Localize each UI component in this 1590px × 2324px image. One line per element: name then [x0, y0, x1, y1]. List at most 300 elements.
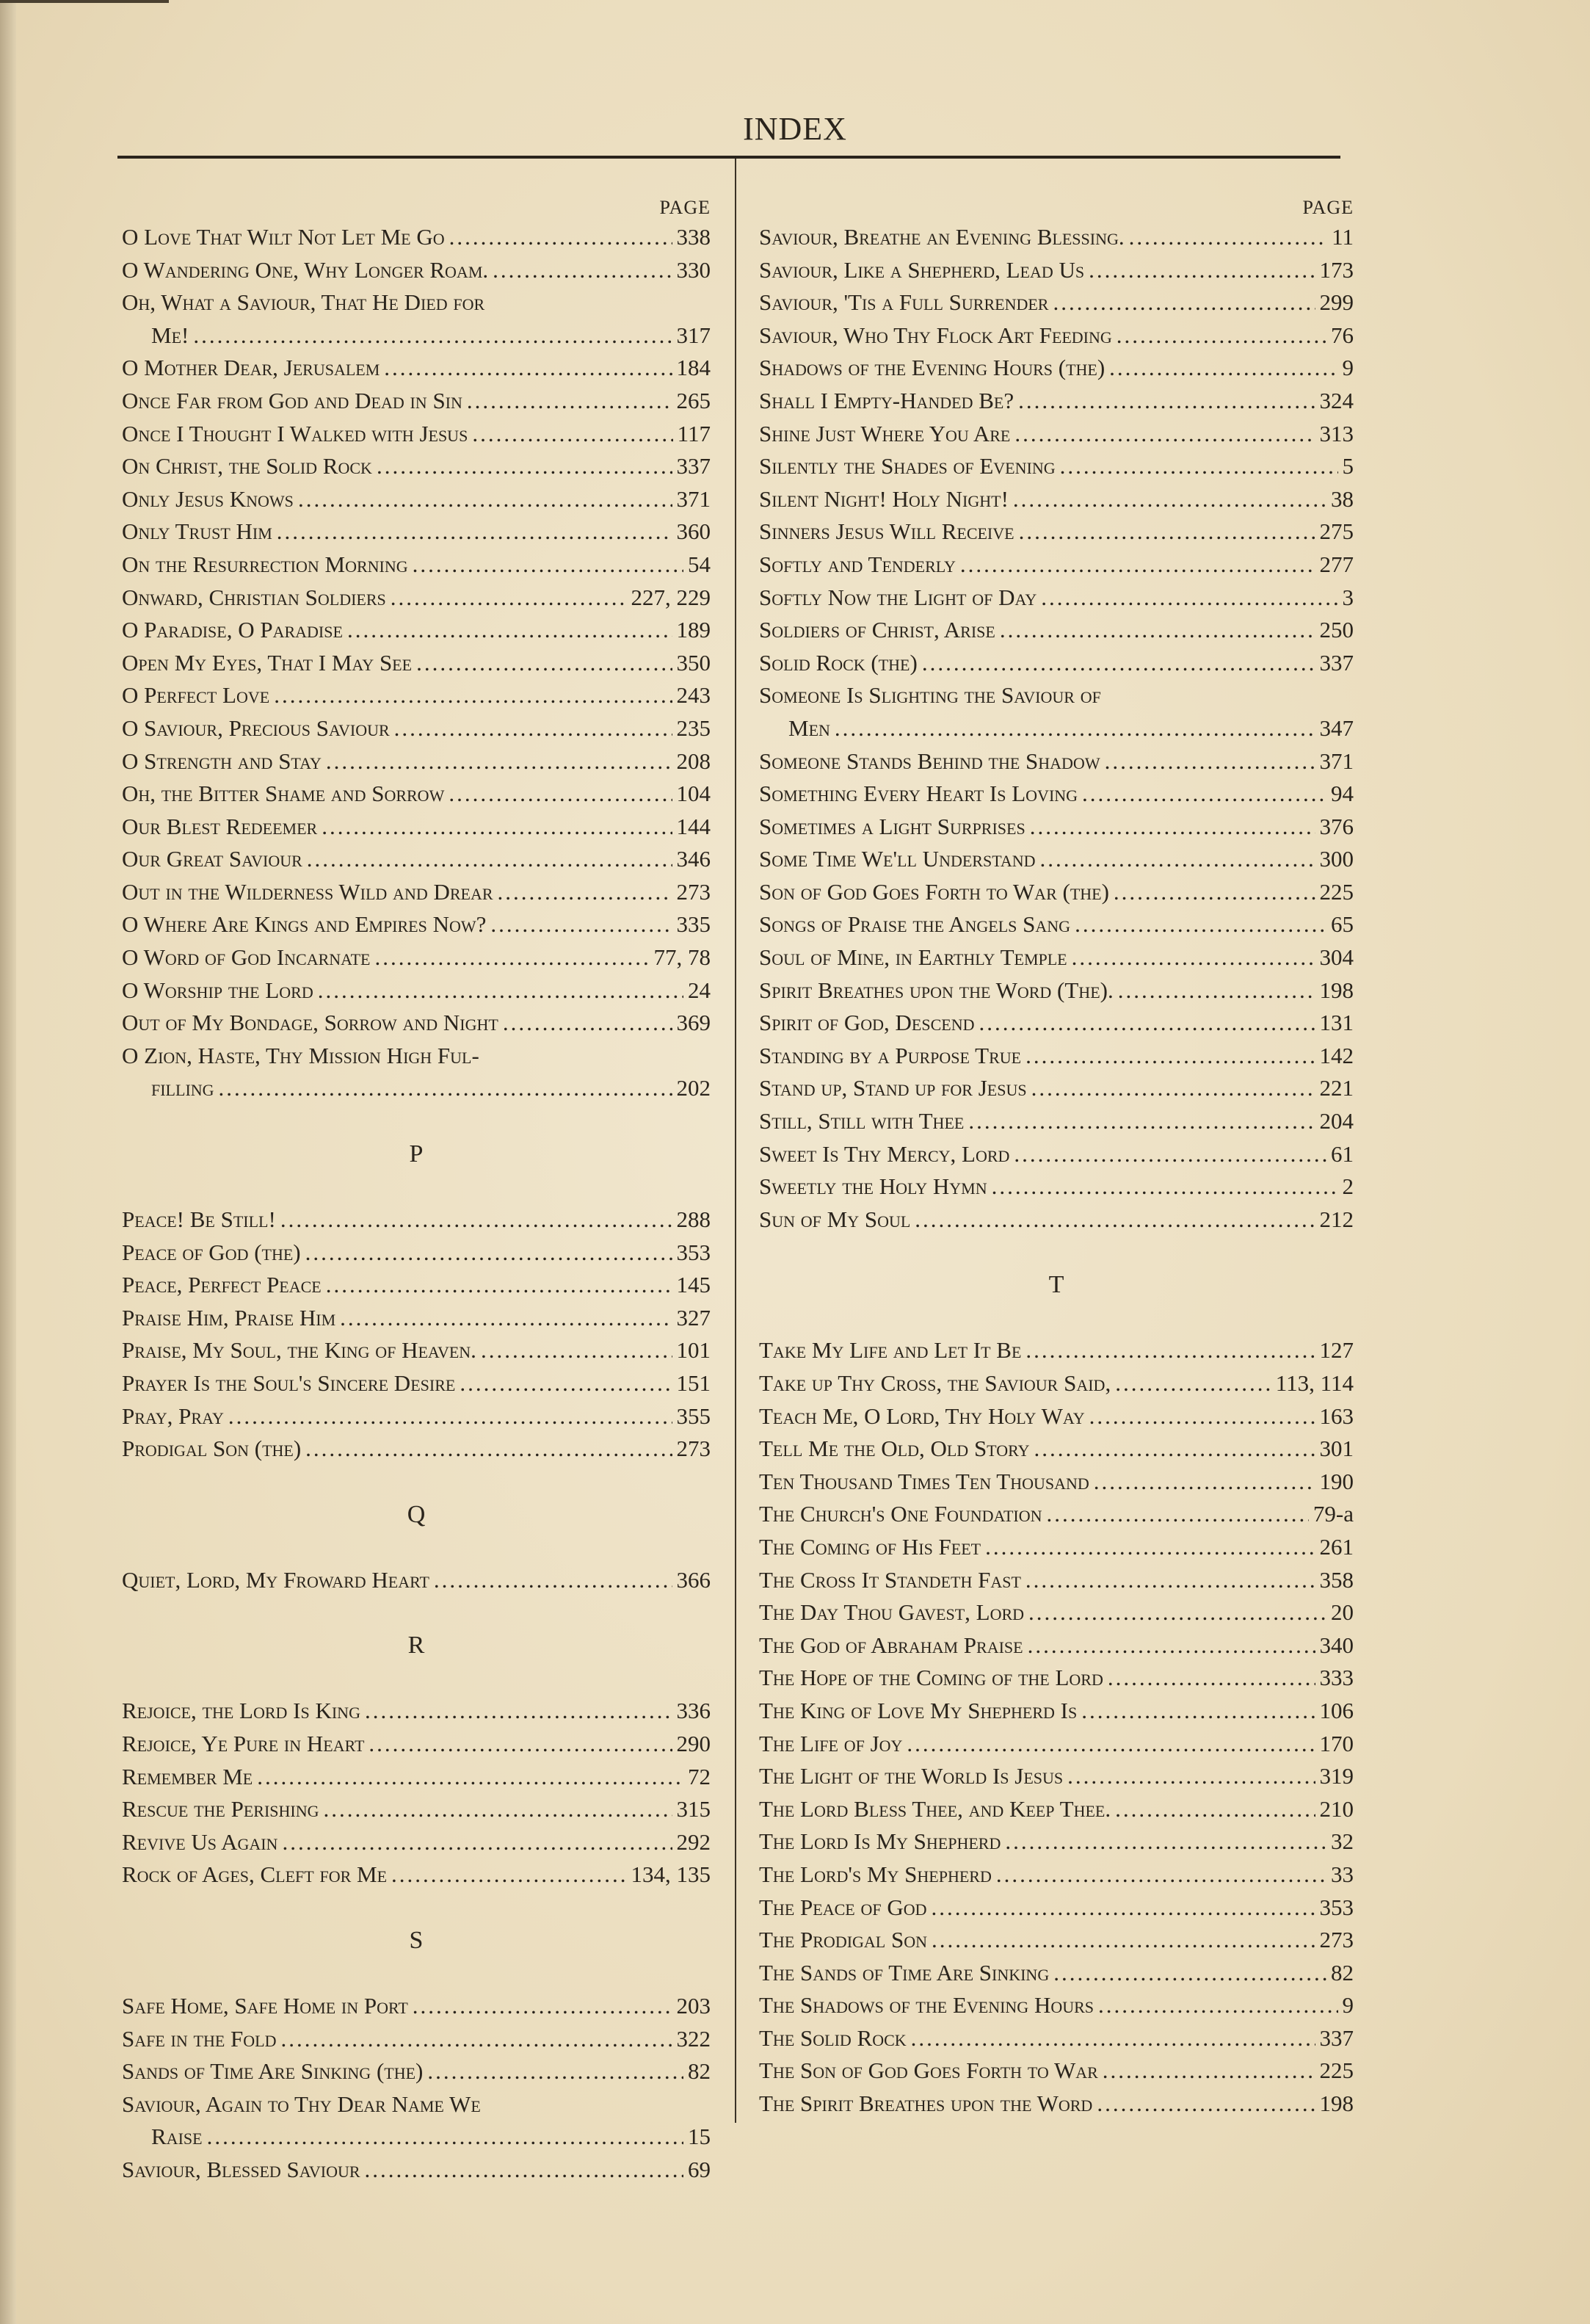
entry-page-number: 184	[676, 355, 711, 381]
entry-page-number: 369	[676, 1010, 711, 1036]
index-entry	[122, 1695, 711, 1728]
index-group-s-left	[122, 1990, 711, 2187]
index-entry	[759, 647, 1354, 680]
index-entry	[122, 876, 711, 909]
entry-page-number: 347	[1319, 714, 1354, 741]
entry-page-number: 82	[1331, 1959, 1354, 1985]
entry-page-number: 69	[688, 2156, 711, 2182]
index-entry	[122, 2154, 711, 2187]
dot-leader	[460, 1367, 672, 1400]
index-group-r	[122, 1695, 711, 1892]
entry-page-number: 82	[688, 2058, 711, 2085]
entry-page-number: 221	[1319, 1075, 1354, 1101]
right-column	[759, 195, 1354, 2121]
entry-title: Saviour, Breathe an Evening Blessing.	[759, 224, 1125, 250]
dot-leader	[1115, 1367, 1271, 1400]
index-entry	[759, 811, 1354, 844]
dot-leader	[228, 1400, 672, 1433]
dot-leader	[1028, 1629, 1315, 1662]
dot-leader	[1105, 745, 1315, 778]
entry-title: Onward, Christian Soldiers	[122, 584, 386, 610]
dot-leader	[996, 1858, 1326, 1892]
entry-page-number: 33	[1331, 1861, 1354, 1887]
index-entry	[759, 1596, 1354, 1629]
top-rule	[0, 0, 169, 3]
index-entry	[122, 1040, 711, 1073]
index-entry	[122, 1793, 711, 1826]
dot-leader	[490, 908, 672, 941]
index-entry	[759, 908, 1354, 941]
entry-title: Solid Rock (the)	[759, 649, 918, 676]
entry-page-number: 358	[1319, 1566, 1354, 1593]
index-entry	[759, 614, 1354, 647]
entry-title: Saviour, Again to Thy Dear Name We	[122, 2090, 481, 2117]
index-entry	[759, 582, 1354, 615]
dot-leader	[932, 1924, 1315, 1957]
dot-leader	[427, 2055, 683, 2088]
entry-title: Oh, What a Saviour, That He Died for	[122, 289, 485, 316]
entry-page-number: 198	[1319, 2090, 1354, 2117]
dot-leader	[835, 712, 1315, 745]
entry-title: The Son of God Goes Forth to War	[759, 2057, 1098, 2084]
entry-page-number: 319	[1319, 1763, 1354, 1789]
entry-page-number: 227, 229	[631, 584, 711, 610]
entry-page-number: 292	[676, 1828, 711, 1855]
entry-title: Prodigal Son (the)	[122, 1436, 302, 1462]
dot-leader	[1041, 582, 1337, 615]
entry-title: Pray, Pray	[122, 1402, 224, 1429]
entry-page-number: 79-a	[1313, 1501, 1354, 1527]
index-entry	[122, 1826, 711, 1859]
index-entry	[759, 1989, 1354, 2022]
index-entry	[122, 1237, 711, 1270]
index-entry	[122, 1728, 711, 1761]
entry-page-number: 9	[1342, 1992, 1354, 2019]
entry-page-number: 304	[1319, 944, 1354, 971]
index-entry	[759, 319, 1354, 352]
index-entry	[122, 1269, 711, 1302]
dot-leader	[1014, 1138, 1326, 1171]
entry-title: Only Trust Him	[122, 518, 272, 545]
entry-title: Shadows of the Evening Hours (the)	[759, 355, 1106, 381]
entry-page-number: 317	[676, 322, 711, 348]
index-entry	[759, 1105, 1354, 1138]
dot-leader	[219, 1072, 672, 1105]
entry-title: Spirit Breathes upon the Word (The).	[759, 977, 1114, 1003]
index-group-o	[122, 221, 711, 1105]
index-entry	[759, 1728, 1354, 1761]
dot-leader	[326, 1269, 672, 1302]
index-entry	[759, 1957, 1354, 1990]
entry-title: Saviour, Who Thy Flock Art Feeding	[759, 322, 1112, 348]
index-entry	[122, 2088, 711, 2121]
entry-page-number: 104	[676, 781, 711, 807]
dot-leader	[1117, 319, 1326, 352]
entry-page-number: 225	[1319, 2057, 1354, 2084]
entry-page-number: 299	[1319, 289, 1354, 316]
index-entry	[759, 1695, 1354, 1728]
entry-page-number: 337	[676, 453, 711, 479]
entry-page-number: 61	[1331, 1140, 1354, 1167]
dot-leader	[1115, 1793, 1315, 1826]
index-entry	[122, 221, 711, 254]
entry-page-number: 151	[676, 1370, 711, 1396]
entry-page-number: 32	[1331, 1828, 1354, 1855]
entry-page-number: 337	[1319, 649, 1354, 676]
entry-page-number: 336	[676, 1698, 711, 1724]
index-entry	[759, 2088, 1354, 2121]
index-entry	[759, 1825, 1354, 1858]
index-entry	[759, 1334, 1354, 1367]
dot-leader	[481, 1334, 672, 1367]
entry-page-number: 9	[1342, 355, 1354, 381]
entry-title: Sometimes a Light Surprises	[759, 813, 1025, 839]
entry-title: Take up Thy Cross, the Saviour Said,	[759, 1370, 1111, 1396]
entry-title: Only Jesus Knows	[122, 485, 294, 512]
entry-title: Peace, Perfect Peace	[122, 1272, 322, 1298]
entry-title: Sweetly the Holy Hymn	[759, 1173, 987, 1200]
entry-page-number: 338	[676, 224, 711, 250]
entry-title: Saviour, 'Tis a Full Surrender	[759, 289, 1049, 316]
dot-leader	[1094, 1466, 1315, 1499]
entry-page-number: 353	[676, 1239, 711, 1265]
entry-page-number: 366	[676, 1566, 711, 1593]
entry-title: Safe Home, Safe Home in Port	[122, 1992, 408, 2019]
entry-title: Peace of God (the)	[122, 1239, 301, 1265]
index-entry	[759, 745, 1354, 778]
entry-title: Praise Him, Praise Him	[122, 1304, 336, 1331]
dot-leader	[1060, 450, 1338, 483]
dot-leader	[298, 483, 672, 516]
dot-leader	[384, 352, 672, 385]
entry-page-number: 360	[676, 518, 711, 545]
entry-page-number: 145	[676, 1272, 711, 1298]
entry-title: On Christ, the Solid Rock	[122, 453, 372, 479]
dot-leader	[449, 778, 672, 811]
entry-title: The Solid Rock	[759, 2024, 907, 2051]
dot-leader	[1013, 483, 1326, 516]
dot-leader	[498, 876, 672, 909]
entry-title: The Day Thou Gavest, Lord	[759, 1599, 1025, 1626]
entry-page-number: 144	[676, 813, 711, 839]
index-entry	[122, 352, 711, 385]
entry-page-number: 327	[676, 1304, 711, 1331]
dot-leader	[1082, 778, 1326, 811]
index-entry	[122, 2023, 711, 2056]
dot-leader	[1018, 385, 1315, 418]
entry-title: Oh, the Bitter Shame and Sorrow	[122, 781, 445, 807]
entry-page-number: 65	[1331, 911, 1354, 938]
index-entry	[759, 1138, 1354, 1171]
entry-page-number: 313	[1319, 420, 1354, 446]
index-entry	[759, 712, 1354, 745]
index-entry	[759, 515, 1354, 549]
entry-title: The Prodigal Son	[759, 1927, 928, 1953]
dot-leader	[377, 450, 672, 483]
entry-title: O Perfect Love	[122, 682, 270, 709]
section-letter-s: S	[409, 1926, 424, 1954]
index-entry	[122, 811, 711, 844]
entry-title: Softly and Tenderly	[759, 551, 956, 577]
entry-page-number: 330	[676, 256, 711, 283]
dot-leader	[207, 2121, 683, 2154]
entry-page-number: 243	[676, 682, 711, 709]
entry-title: Rejoice, the Lord Is King	[122, 1698, 360, 1724]
entry-title: The Sands of Time Are Sinking	[759, 1959, 1050, 1985]
index-group-q	[122, 1564, 711, 1597]
entry-title: Praise, My Soul, the King of Heaven.	[122, 1337, 476, 1364]
index-entry	[122, 2121, 711, 2154]
entry-title: Shall I Empty-Handed Be?	[759, 387, 1014, 413]
entry-title: Prayer Is the Soul's Sincere Desire	[122, 1370, 456, 1396]
index-entry	[122, 1990, 711, 2023]
entry-title: The King of Love My Shepherd Is	[759, 1697, 1078, 1723]
dot-leader	[322, 811, 672, 844]
dot-leader	[326, 745, 672, 778]
dot-leader	[282, 1826, 672, 1859]
dot-leader	[449, 221, 672, 254]
index-entry	[759, 1170, 1354, 1203]
dot-leader	[1114, 876, 1315, 909]
index-entry	[759, 483, 1354, 516]
book-spine-edge	[0, 0, 16, 2324]
index-entry	[122, 974, 711, 1007]
index-entry	[759, 1203, 1354, 1237]
index-group-s-right	[759, 221, 1354, 1236]
entry-title: O Saviour, Precious Saviour	[122, 714, 390, 741]
dot-leader	[369, 1728, 672, 1761]
dot-leader	[960, 549, 1315, 582]
entry-page-number: 290	[676, 1730, 711, 1756]
page-title: INDEX	[743, 111, 847, 147]
header-rule	[117, 156, 1340, 159]
index-entry	[759, 941, 1354, 974]
dot-leader	[1075, 908, 1326, 941]
entry-title: Revive Us Again	[122, 1828, 278, 1855]
dot-leader	[318, 974, 683, 1007]
entry-title: O Zion, Haste, Thy Mission High Ful-	[122, 1042, 479, 1068]
entry-title: Sun of My Soul	[759, 1206, 911, 1232]
entry-page-number: 301	[1319, 1436, 1354, 1462]
entry-page-number: 273	[1319, 1927, 1354, 1953]
entry-page-number: 11	[1332, 224, 1354, 250]
index-entry	[122, 679, 711, 712]
index-entry	[122, 1072, 711, 1105]
entry-page-number: 3	[1342, 584, 1354, 610]
entry-page-number: 350	[676, 649, 711, 676]
index-entry	[759, 1892, 1354, 1925]
entry-title: O Word of God Incarnate	[122, 944, 371, 971]
index-entry	[759, 876, 1354, 909]
index-entry	[122, 1400, 711, 1433]
entry-title: Soul of Mine, in Earthly Temple	[759, 944, 1067, 971]
entry-title: Softly Now the Light of Day	[759, 584, 1037, 610]
entry-title: On the Resurrection Morning	[122, 551, 408, 577]
dot-leader	[1053, 1957, 1326, 1990]
dot-leader	[277, 515, 672, 549]
dot-leader	[1103, 2055, 1315, 2088]
dot-leader	[922, 647, 1315, 680]
index-entry	[759, 1629, 1354, 1662]
index-entry	[122, 1007, 711, 1040]
index-entry	[759, 1531, 1354, 1564]
index-entry	[122, 1203, 711, 1237]
index-entry	[122, 843, 711, 876]
entry-title: The Peace of God	[759, 1894, 927, 1920]
entry-title: Quiet, Lord, My Froward Heart	[122, 1566, 429, 1593]
entry-title: Soldiers of Christ, Arise	[759, 617, 995, 643]
entry-page-number: 210	[1319, 1795, 1354, 1822]
index-entry	[122, 385, 711, 418]
entry-page-number: 376	[1319, 813, 1354, 839]
entry-title: O Paradise, O Paradise	[122, 617, 343, 643]
entry-page-number: 225	[1319, 878, 1354, 905]
entry-page-number: 134, 135	[631, 1861, 711, 1888]
entry-title: Remember Me	[122, 1763, 253, 1789]
dot-leader	[1000, 614, 1315, 647]
index-entry	[759, 2055, 1354, 2088]
entry-page-number: 300	[1319, 846, 1354, 872]
entry-page-number: 235	[676, 714, 711, 741]
dot-leader	[1097, 2088, 1315, 2121]
dot-leader	[391, 1858, 626, 1892]
entry-page-number: 131	[1319, 1010, 1354, 1036]
entry-page-number: 212	[1319, 1206, 1354, 1232]
dot-leader	[374, 941, 649, 974]
entry-page-number: 265	[676, 387, 711, 413]
index-entry	[122, 745, 711, 778]
index-entry	[122, 2055, 711, 2088]
dot-leader	[931, 1892, 1315, 1925]
index-entry	[759, 1007, 1354, 1040]
entry-title: The Lord Is My Shepherd	[759, 1828, 1001, 1855]
entry-title: Tell Me the Old, Old Story	[759, 1436, 1030, 1462]
index-entry	[122, 483, 711, 516]
dot-leader	[911, 2022, 1315, 2055]
dot-leader	[985, 1531, 1315, 1564]
entry-page-number: 54	[688, 551, 711, 577]
dot-leader	[391, 582, 627, 615]
index-entry	[759, 385, 1354, 418]
entry-title: Stand up, Stand up for Jesus	[759, 1075, 1027, 1101]
entry-page-number: 142	[1319, 1042, 1354, 1068]
entry-title: The Spirit Breathes upon the Word	[759, 2090, 1093, 2117]
index-entry	[122, 418, 711, 451]
entry-title: O Strength and Stay	[122, 747, 322, 774]
entry-title: Sands of Time Are Sinking (the)	[122, 2058, 424, 2085]
entry-page-number: 117	[677, 420, 711, 446]
dot-leader	[1098, 1989, 1337, 2022]
entry-page-number: 202	[676, 1075, 711, 1101]
index-entry	[759, 352, 1354, 385]
entry-title: Teach Me, O Lord, Thy Holy Way	[759, 1402, 1085, 1429]
entry-page-number: 273	[676, 878, 711, 905]
entry-page-number: 277	[1319, 551, 1354, 577]
entry-title: O Where Are Kings and Empires Now?	[122, 911, 487, 938]
dot-leader	[907, 1728, 1315, 1761]
dot-leader	[413, 1990, 672, 2023]
entry-title: Men	[788, 714, 830, 741]
entry-title: The Life of Joy	[759, 1730, 903, 1756]
index-entry	[759, 1072, 1354, 1105]
dot-leader	[915, 1203, 1315, 1237]
entry-page-number: 72	[688, 1763, 711, 1789]
index-entry	[759, 418, 1354, 451]
entry-title: Rejoice, Ye Pure in Heart	[122, 1730, 365, 1756]
entry-title: Ten Thousand Times Ten Thousand	[759, 1468, 1089, 1494]
dot-leader	[1053, 286, 1315, 319]
entry-page-number: 261	[1319, 1533, 1354, 1560]
section-letter-t: T	[1048, 1271, 1064, 1299]
entry-title: The Coming of His Feet	[759, 1533, 981, 1560]
entry-page-number: 127	[1319, 1337, 1354, 1364]
index-entry	[122, 549, 711, 582]
entry-title: Peace! Be Still!	[122, 1206, 276, 1233]
dot-leader	[1109, 352, 1337, 385]
entry-title: Silently the Shades of Evening	[759, 453, 1056, 479]
entry-page-number: 324	[1319, 387, 1354, 413]
index-entry	[759, 221, 1354, 254]
index-entry	[122, 515, 711, 549]
entry-page-number: 288	[676, 1206, 711, 1233]
dot-leader	[305, 1433, 672, 1466]
dot-leader	[1014, 418, 1315, 451]
entry-page-number: 170	[1319, 1730, 1354, 1756]
index-entry	[759, 843, 1354, 876]
dot-leader	[1118, 974, 1315, 1007]
page-column-label-right: PAGE	[1302, 197, 1354, 218]
index-entry	[122, 647, 711, 680]
dot-leader	[305, 1237, 672, 1270]
entry-title: Someone Stands Behind the Shadow	[759, 747, 1100, 774]
entry-page-number: 333	[1319, 1665, 1354, 1691]
dot-leader	[1108, 1662, 1315, 1695]
index-entry	[759, 1367, 1354, 1400]
entry-title: Silent Night! Holy Night!	[759, 485, 1009, 512]
index-entry	[122, 941, 711, 974]
entry-title: O Wandering One, Why Longer Roam.	[122, 256, 489, 283]
entry-page-number: 273	[676, 1436, 711, 1462]
index-entry	[122, 614, 711, 647]
entry-title: filling	[151, 1075, 214, 1101]
index-entry	[122, 1334, 711, 1367]
index-entry	[759, 1760, 1354, 1793]
entry-page-number: 371	[1319, 747, 1354, 774]
index-entry	[759, 1498, 1354, 1531]
entry-title: Saviour, Blessed Saviour	[122, 2156, 360, 2182]
dot-leader	[1028, 1596, 1326, 1629]
dot-leader	[472, 418, 672, 451]
index-group-p	[122, 1203, 711, 1466]
entry-title: Once I Thought I Walked with Jesus	[122, 420, 468, 446]
entry-page-number: 346	[676, 846, 711, 872]
entry-title: Songs of Praise the Angels Sang	[759, 911, 1071, 938]
entry-page-number: 20	[1331, 1599, 1354, 1626]
index-entry	[759, 450, 1354, 483]
entry-page-number: 275	[1319, 518, 1354, 545]
index-entry	[122, 1564, 711, 1597]
dot-leader	[1034, 1433, 1315, 1466]
entry-page-number: 38	[1331, 485, 1354, 512]
entry-page-number: 204	[1319, 1108, 1354, 1134]
entry-page-number: 198	[1319, 977, 1354, 1003]
entry-title: The Lord Bless Thee, and Keep Thee.	[759, 1795, 1111, 1822]
entry-page-number: 15	[688, 2124, 711, 2150]
entry-title: The God of Abraham Praise	[759, 1632, 1023, 1658]
entry-title: Sinners Jesus Will Receive	[759, 518, 1014, 545]
entry-title: Sweet Is Thy Mercy, Lord	[759, 1140, 1010, 1167]
index-entry	[122, 254, 711, 287]
